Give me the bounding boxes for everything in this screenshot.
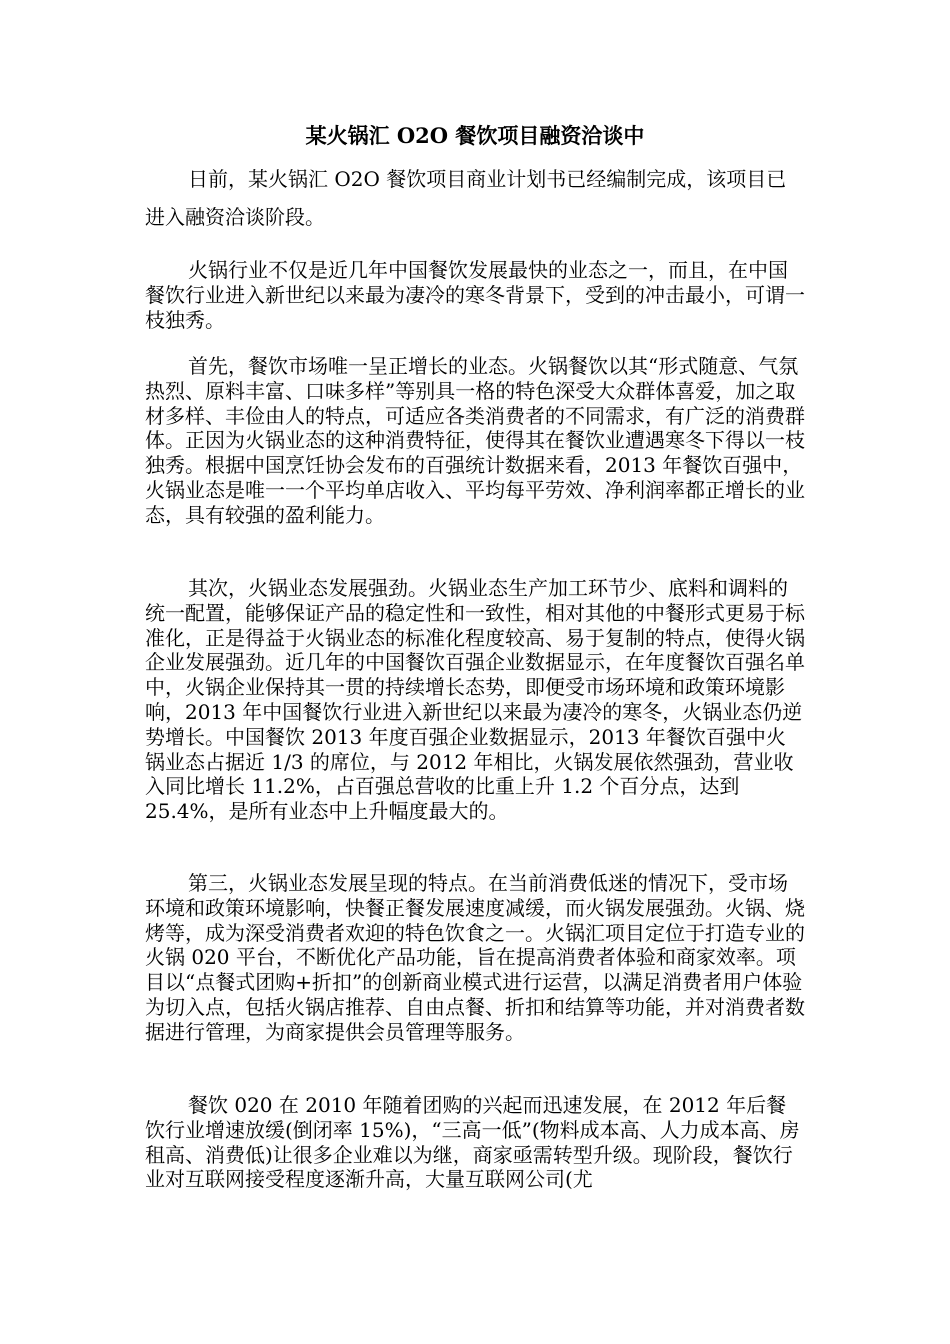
document-title: 某火锅汇 O2O 餐饮项目融资洽谈中 xyxy=(305,123,645,148)
body-paragraph: 其次，火锅业态发展强劲。火锅业态生产加工环节少、底料和调料的统一配置，能够保证产品的稳定性和一致性，相对其他的中餐形式更易于标准化，正是得益于火锅业态的标准化程度较高、易于复制的特点，使得火锅企业发展强劲。近几年的中国餐饮百强企业数据显示，在年度餐饮百强名单中，火锅企业保持其一贯的持续增长态势，即便受市场环境和政策环境影响，2013 年中国餐饮行业进入新世纪以来最为凄冷的寒冬，火锅业态仍逆势增长。中国餐饮 2013 年度百强企业数据显示，2013 年餐饮百强中火锅业态占据近 1/3 的席位，与 2012 年相比，火锅发展依然强劲，营业收入同比增长 11.2%，占百强总营收的比重上升 1.2 个百分点，达到 25.4%，是所有业态中上升幅度最大的。 xyxy=(145,576,805,824)
body-paragraph: 餐饮 020 在 2010 年随着团购的兴起而迅速发展，在 2012 年后餐饮行业增速放缓(倒闭率 15%)，“三高一低”(物料成本高、人力成本高、房租高、消费低)让很多企业难以为继，商家亟需转型升级。现阶段，餐饮行业对互联网接受程度逐渐升高，大量互联网公司(尤 xyxy=(145,1093,800,1192)
body-paragraph: 火锅行业不仅是近几年中国餐饮发展最快的业态之一，而且，在中国餐饮行业进入新世纪以来最为凄冷的寒冬背景下，受到的冲击最小，可谓一枝独秀。 xyxy=(145,258,805,332)
body-paragraph: 第三，火锅业态发展呈现的特点。在当前消费低迷的情况下，受市场环境和政策环境影响，快餐正餐发展速度减缓，而火锅发展强劲。火锅、烧烤等，成为深受消费者欢迎的特色饮食之一。火锅汇项目定位于打造专业的火锅 020 平台，不断优化产品功能，旨在提高消费者体验和商家效率。项目以“点餐式团购+折扣”的创新商业模式进行运营，以满足消费者用户体验为切入点，包括火锅店推荐、自由点餐、折扣和结算等功能，并对消费者数据进行管理，为商家提供会员管理等服务。 xyxy=(145,871,805,1044)
intro-paragraph: 日前，某火锅汇 O2O 餐饮项目商业计划书已经编制完成，该项目已进入融资洽谈阶段。 xyxy=(145,167,787,229)
body-paragraph: 首先，餐饮市场唯一呈正增长的业态。火锅餐饮以其“形式随意、气氛热烈、原料丰富、口味多样”等别具一格的特色深受大众群体喜爱，加之取材多样、丰俭由人的特点，可适应各类消费者的不同需求，有广泛的消费群体。正因为火锅业态的这种消费特征，使得其在餐饮业遭遇寒冬下得以一枝独秀。根据中国烹饪协会发布的百强统计数据来看，2013 年餐饮百强中，火锅业态是唯一一个平均单店收入、平均每平劳效、净利润率都正增长的业态，具有较强的盈利能力。 xyxy=(145,354,805,527)
